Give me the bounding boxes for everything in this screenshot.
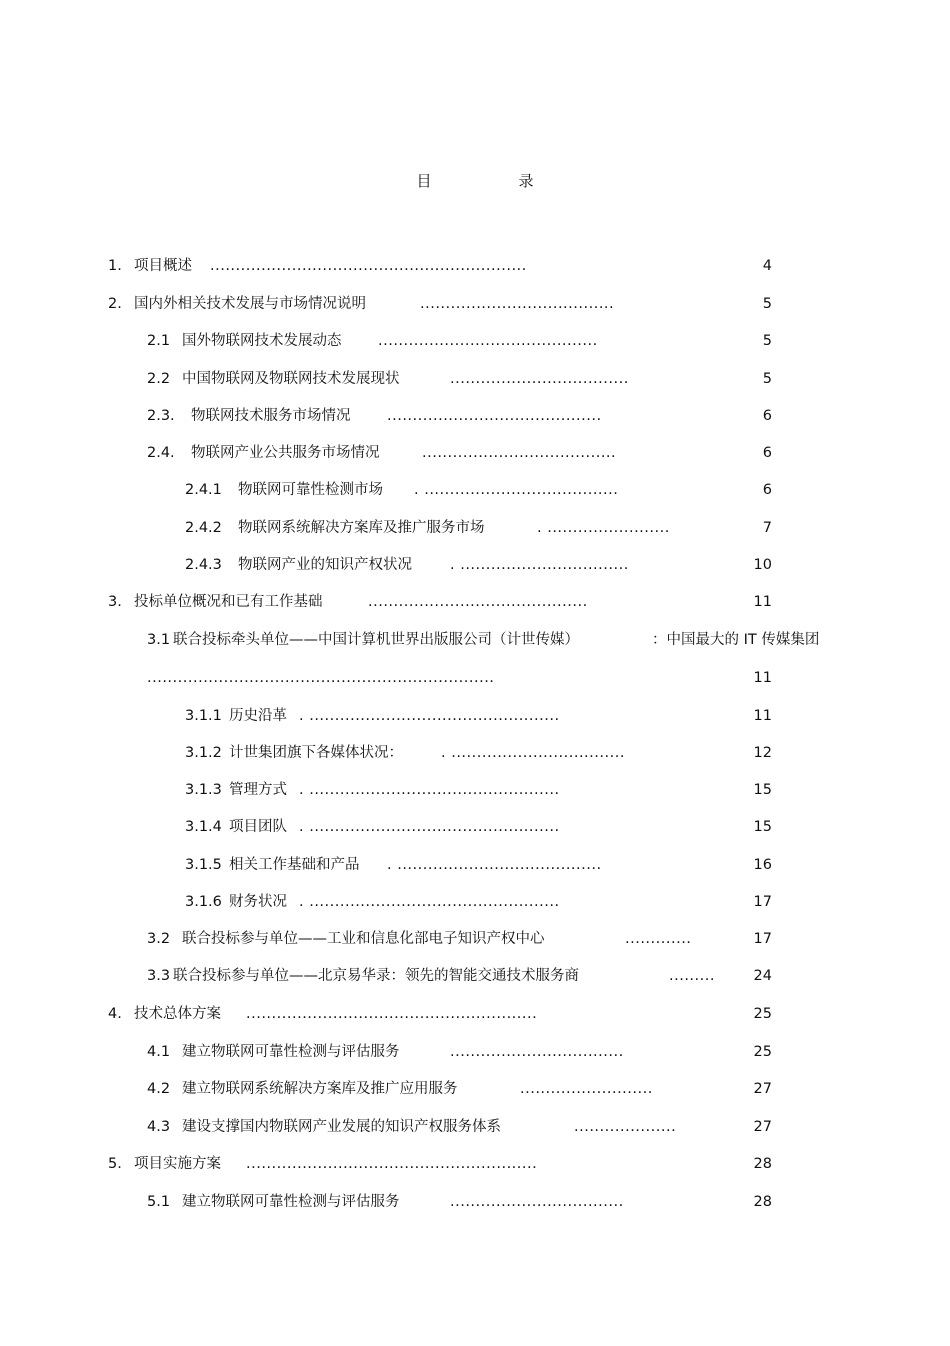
toc-page: 12 bbox=[753, 745, 772, 761]
toc-entry[interactable] bbox=[0, 255, 950, 277]
toc-page: 27 bbox=[753, 1081, 772, 1097]
toc-page: 25 bbox=[753, 1044, 772, 1060]
toc-leader: ................................... bbox=[450, 371, 629, 387]
toc-page: 28 bbox=[753, 1156, 772, 1172]
toc-text: 联合投标参与单位——工业和信息化部电子知识产权中心 bbox=[182, 931, 545, 947]
toc-entry[interactable] bbox=[0, 330, 950, 352]
toc-leader: .................... bbox=[574, 1119, 677, 1135]
toc-number: 3.2 bbox=[147, 931, 171, 947]
toc-text: 物联网产业公共服务市场情况 bbox=[191, 445, 380, 461]
toc-page: 15 bbox=[753, 782, 772, 798]
toc-text: 项目团队 bbox=[229, 819, 287, 835]
toc-page: 15 bbox=[753, 819, 772, 835]
toc-text-continuation: ：中国最大的 IT 传媒集团 bbox=[652, 632, 820, 648]
toc-entry[interactable] bbox=[0, 1041, 950, 1063]
toc-entry[interactable] bbox=[0, 517, 950, 539]
toc-page: 7 bbox=[762, 520, 772, 536]
toc-text: 建立物联网可靠性检测与评估服务 bbox=[182, 1194, 400, 1210]
toc-entry[interactable] bbox=[0, 629, 950, 651]
toc-page: 10 bbox=[753, 557, 772, 573]
toc-number: 3.3 bbox=[147, 968, 171, 984]
toc-leader: .............................................................. bbox=[210, 258, 527, 274]
toc-leader: . ................................................. bbox=[299, 782, 560, 798]
toc-entry[interactable] bbox=[0, 1078, 950, 1100]
toc-entry[interactable] bbox=[0, 405, 950, 427]
toc-page: 4 bbox=[762, 258, 772, 274]
toc-leader: . ................................................. bbox=[299, 708, 560, 724]
toc-text: 技术总体方案 bbox=[134, 1006, 221, 1022]
toc-page: 17 bbox=[753, 894, 772, 910]
toc-entry[interactable] bbox=[0, 368, 950, 390]
toc-number: 2.2 bbox=[147, 371, 171, 387]
toc-leader: .......................... bbox=[520, 1081, 653, 1097]
toc-text: 管理方式 bbox=[229, 782, 287, 798]
toc-number: 2.4.3 bbox=[185, 557, 222, 573]
toc-entry[interactable] bbox=[0, 1003, 950, 1025]
toc-leader: . .................................. bbox=[441, 745, 625, 761]
toc-number: 4. bbox=[108, 1006, 122, 1022]
toc-number: 3.1.5 bbox=[185, 857, 222, 873]
toc-leader: . ........................ bbox=[537, 520, 670, 536]
toc-entry[interactable] bbox=[0, 705, 950, 727]
toc-text: 财务状况 bbox=[229, 894, 287, 910]
toc-number: 3.1.1 bbox=[185, 708, 222, 724]
toc-number: 3.1.3 bbox=[185, 782, 222, 798]
toc-text: 建立物联网可靠性检测与评估服务 bbox=[182, 1044, 400, 1060]
toc-page: 6 bbox=[762, 482, 772, 498]
toc-page: 27 bbox=[753, 1119, 772, 1135]
toc-leader: ...................................... bbox=[422, 445, 617, 461]
toc-text: 历史沿革 bbox=[229, 708, 287, 724]
toc-leader: . ................................. bbox=[450, 557, 629, 573]
toc-text: 中国物联网及物联网技术发展现状 bbox=[182, 371, 400, 387]
toc-number: 3. bbox=[108, 594, 122, 610]
toc-entry[interactable] bbox=[0, 554, 950, 576]
toc-entry[interactable] bbox=[0, 928, 950, 950]
toc-page: 5 bbox=[762, 296, 772, 312]
toc-number: 4.2 bbox=[147, 1081, 171, 1097]
toc-text: 联合投标参与单位——北京易华录：领先的智能交通技术服务商 bbox=[173, 968, 579, 984]
toc-page: 16 bbox=[753, 857, 772, 873]
toc-entry[interactable] bbox=[0, 742, 950, 764]
toc-number: 2.3. bbox=[147, 408, 175, 424]
toc-entry[interactable] bbox=[0, 779, 950, 801]
toc-page: 11 bbox=[753, 708, 772, 724]
toc-page: 11 bbox=[753, 670, 772, 686]
toc-number: 2.4. bbox=[147, 445, 175, 461]
toc-text: 物联网技术服务市场情况 bbox=[191, 408, 351, 424]
toc-number: 1. bbox=[108, 258, 122, 274]
toc-leader: ............. bbox=[625, 931, 692, 947]
toc-entry-continuation[interactable] bbox=[0, 667, 950, 689]
toc-leader: . ................................................. bbox=[299, 894, 560, 910]
toc-page: 28 bbox=[753, 1194, 772, 1210]
toc-text: 联合投标牵头单位——中国计算机世界出版服公司（计世传媒） bbox=[173, 632, 579, 648]
toc-leader: ......................................................... bbox=[246, 1006, 538, 1022]
toc-number: 4.1 bbox=[147, 1044, 171, 1060]
toc-entry[interactable] bbox=[0, 854, 950, 876]
toc-leader: ........................................... bbox=[378, 333, 598, 349]
toc-text: 物联网产业的知识产权状况 bbox=[238, 557, 412, 573]
toc-page: 24 bbox=[753, 968, 772, 984]
toc-page: 6 bbox=[762, 408, 772, 424]
toc-leader: .................................. bbox=[450, 1044, 624, 1060]
toc-leader: .................................. bbox=[450, 1194, 624, 1210]
toc-text: 计世集团旗下各媒体状况： bbox=[229, 745, 403, 761]
toc-entry[interactable] bbox=[0, 965, 950, 987]
toc-text: 物联网可靠性检测市场 bbox=[238, 482, 383, 498]
toc-text: 项目实施方案 bbox=[134, 1156, 221, 1172]
toc-page: 5 bbox=[762, 333, 772, 349]
toc-number: 5. bbox=[108, 1156, 122, 1172]
toc-text: 国外物联网技术发展动态 bbox=[182, 333, 342, 349]
toc-leader: ........................................... bbox=[368, 594, 588, 610]
toc-number: 4.3 bbox=[147, 1119, 171, 1135]
toc-entry[interactable] bbox=[0, 1153, 950, 1175]
toc-number: 3.1.2 bbox=[185, 745, 222, 761]
toc-page: 5 bbox=[762, 371, 772, 387]
toc-leader: . ........................................ bbox=[387, 857, 602, 873]
toc-entry[interactable] bbox=[0, 479, 950, 501]
toc-page: 25 bbox=[753, 1006, 772, 1022]
toc-text: 建立物联网系统解决方案库及推广应用服务 bbox=[182, 1081, 458, 1097]
toc-leader: . ...................................... bbox=[414, 482, 619, 498]
toc-entry[interactable] bbox=[0, 442, 950, 464]
toc-leader: ......... bbox=[669, 968, 715, 984]
toc-number: 5.1 bbox=[147, 1194, 171, 1210]
toc-text: 国内外相关技术发展与市场情况说明 bbox=[134, 296, 366, 312]
toc-text: 项目概述 bbox=[134, 258, 192, 274]
toc-number: 3.1 bbox=[147, 632, 171, 648]
toc-leader: .................................................................... bbox=[147, 670, 495, 686]
toc-leader: ...................................... bbox=[420, 296, 615, 312]
toc-leader: .......................................... bbox=[387, 408, 602, 424]
toc-entry[interactable] bbox=[0, 816, 950, 838]
toc-entry[interactable] bbox=[0, 1191, 950, 1213]
toc-text: 相关工作基础和产品 bbox=[229, 857, 360, 873]
toc-text: 物联网系统解决方案库及推广服务市场 bbox=[238, 520, 485, 536]
toc-entry[interactable] bbox=[0, 293, 950, 315]
toc-number: 3.1.6 bbox=[185, 894, 222, 910]
toc-number: 2.1 bbox=[147, 333, 171, 349]
toc-number: 2.4.1 bbox=[185, 482, 222, 498]
toc-entry[interactable] bbox=[0, 1116, 950, 1138]
toc-text: 投标单位概况和已有工作基础 bbox=[134, 594, 323, 610]
toc-page: 17 bbox=[753, 931, 772, 947]
toc-entry[interactable] bbox=[0, 591, 950, 613]
toc-page: 6 bbox=[762, 445, 772, 461]
toc-leader: ......................................................... bbox=[246, 1156, 538, 1172]
toc-text: 建设支撑国内物联网产业发展的知识产权服务体系 bbox=[182, 1119, 501, 1135]
toc-number: 3.1.4 bbox=[185, 819, 222, 835]
toc-leader: . ................................................. bbox=[299, 819, 560, 835]
toc-number: 2.4.2 bbox=[185, 520, 222, 536]
toc-entry[interactable] bbox=[0, 891, 950, 913]
toc-page: 11 bbox=[753, 594, 772, 610]
page-title: 目 录 bbox=[416, 172, 570, 190]
toc-number: 2. bbox=[108, 296, 122, 312]
